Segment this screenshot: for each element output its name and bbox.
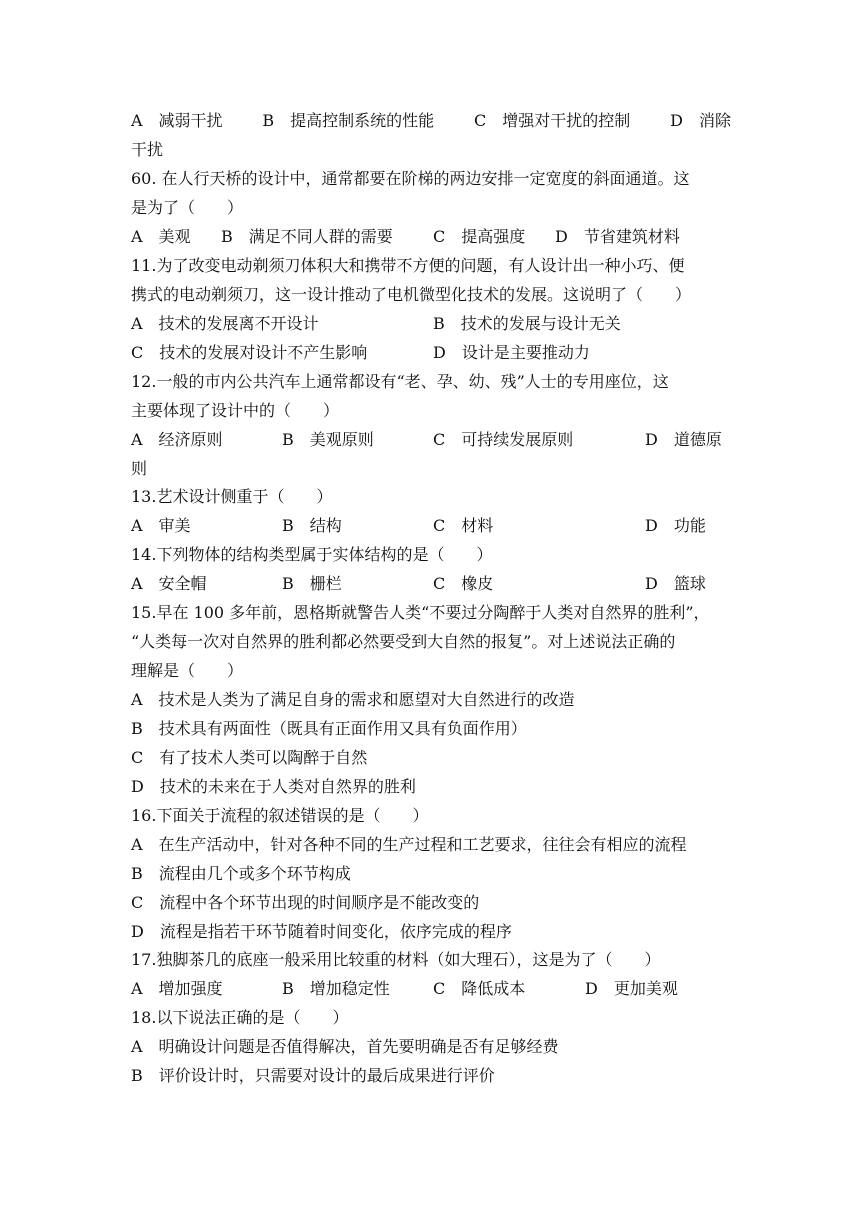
option-c: C 橡皮 <box>433 574 494 593</box>
question-11-line-2: 携式的电动剃须刀，这一设计推动了电机微型化技术的发展。这说明了（ ） <box>131 285 692 304</box>
question-15-line-2: “人类每一次对自然界的胜利都必然要受到大自然的报复”。对上述说法正确的 <box>131 632 676 651</box>
option-a: A 增加强度 <box>131 979 223 998</box>
option-b: B 增加稳定性 <box>282 979 390 998</box>
option-c: C 可持续发展原则 <box>433 430 574 449</box>
question-15-line-3: 理解是（ ） <box>131 661 244 680</box>
option-d: D 功能 <box>645 516 706 535</box>
option-line: C 有了技术人类可以陶醉于自然 <box>131 748 368 767</box>
question-17: 17.独脚茶几的底座一般采用比较重的材料（如大理石），这是为了（ ） <box>131 950 661 969</box>
option-b: B 栅栏 <box>282 574 342 593</box>
option-d: D 设计是主要推动力 <box>433 343 590 362</box>
question-11-line-1: 11.为了改变电动剃须刀体积大和携带不方便的问题，有人设计出一种小巧、便 <box>131 256 685 275</box>
option-line: A 在生产活动中，针对各种不同的生产过程和工艺要求，往往会有相应的流程 <box>131 835 687 854</box>
question-60-line-1: 60. 在人行天桥的设计中，通常都要在阶梯的两边安排一定宽度的斜面通道。这 <box>131 169 690 188</box>
option-b: B 满足不同人群的需要 <box>221 227 393 246</box>
question-12-line-1: 12.一般的市内公共汽车上通常都设有“老、孕、幼、残”人士的专用座位，这 <box>131 372 669 391</box>
text-line: 干扰 <box>131 140 164 159</box>
option-a: A 技术的发展离不开设计 <box>131 314 319 333</box>
option-row-59 <box>131 110 731 132</box>
option-d: D 节省建筑材料 <box>555 227 680 246</box>
option-line: A 技术是人类为了满足自身的需求和愿望对大自然进行的改造 <box>131 690 575 709</box>
text-line: 则 <box>131 459 148 478</box>
option-a: A 美观 <box>131 227 191 246</box>
question-18: 18.以下说法正确的是（ ） <box>131 1008 349 1027</box>
option-a: A 减弱干扰 <box>131 111 223 130</box>
option-c: C 材料 <box>433 516 494 535</box>
option-c: C 提高强度 <box>433 227 526 246</box>
option-line: B 流程由几个或多个环节构成 <box>131 864 351 883</box>
question-16: 16.下面关于流程的叙述错误的是（ ） <box>131 806 429 825</box>
question-15-line-1: 15.早在 100 多年前，恩格斯就警告人类“不要过分陶醉于人类对自然界的胜利”， <box>131 603 710 622</box>
option-line: C 流程中各个环节出现的时间顺序是不能改变的 <box>131 893 480 912</box>
option-b: B 技术的发展与设计无关 <box>433 314 621 333</box>
option-c: C 增强对干扰的控制 <box>474 111 631 130</box>
option-b: B 美观原则 <box>282 430 374 449</box>
option-a: A 审美 <box>131 516 191 535</box>
option-b: B 结构 <box>282 516 342 535</box>
option-c: C 降低成本 <box>433 979 526 998</box>
option-a: A 经济原则 <box>131 430 223 449</box>
option-line: B 评价设计时，只需要对设计的最后成果进行评价 <box>131 1066 495 1085</box>
option-d: D 道德原 <box>645 430 722 449</box>
option-d: D 更加美观 <box>585 979 678 998</box>
option-line: D 流程是指若干环节随着时间变化，依序完成的程序 <box>131 922 512 941</box>
question-12-line-2: 主要体现了设计中的（ ） <box>131 401 340 420</box>
question-14: 14.下列物体的结构类型属于实体结构的是（ ） <box>131 545 493 564</box>
option-a: A 安全帽 <box>131 574 207 593</box>
option-c: C 技术的发展对设计不产生影响 <box>131 343 368 362</box>
option-line: D 技术的未来在于人类对自然界的胜利 <box>131 777 416 796</box>
option-line: A 明确设计问题是否值得解决，首先要明确是否有足够经费 <box>131 1037 559 1056</box>
question-13: 13.艺术设计侧重于（ ） <box>131 487 333 506</box>
option-d: D 篮球 <box>645 574 706 593</box>
option-d: D 消除 <box>670 111 731 130</box>
option-line: B 技术具有两面性（既具有正面作用又具有负面作用） <box>131 719 527 738</box>
question-60-line-2: 是为了（ ） <box>131 198 244 217</box>
option-b: B 提高控制系统的性能 <box>262 111 435 130</box>
